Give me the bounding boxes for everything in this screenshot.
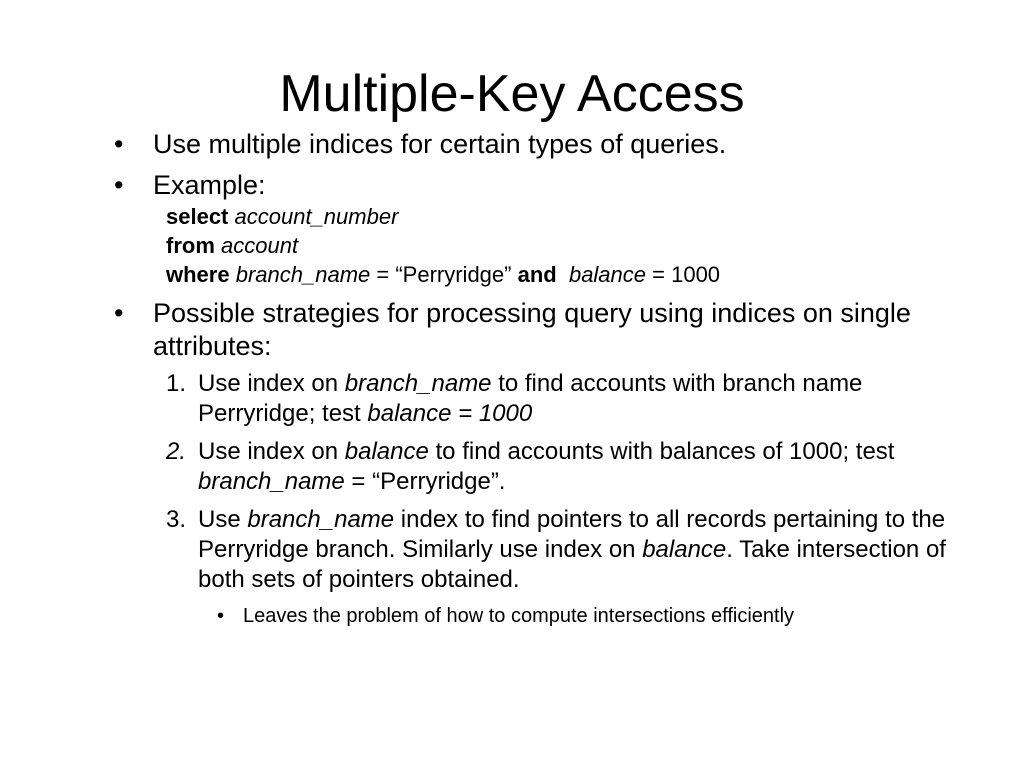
strategy-item-2	[110, 437, 970, 497]
strategy-text: Use index on balance to find accounts with balances of 1000; test branch_name = “Perryridge”.	[198, 438, 895, 495]
bullet-icon: •	[114, 129, 124, 159]
from-relation: account	[221, 233, 299, 258]
bullet-item	[110, 169, 970, 202]
bullet-text: Use multiple indices for certain types of queries.	[153, 129, 727, 159]
strategy-number: 3.	[166, 506, 187, 533]
where-keyword: where	[166, 262, 230, 287]
sub-bullet-text: Leaves the problem of how to compute intersections efficiently	[243, 605, 795, 627]
strategy-text: Use branch_name index to find pointers to all records pertaining to the Perryridge branch. Similarly use index on balance. Take intersection of both sets of pointers obtained.	[198, 506, 946, 593]
strategy-number: 2.	[166, 438, 187, 465]
where-attribute-branch: branch_name	[235, 262, 371, 287]
bullet-icon: •	[114, 298, 124, 328]
bullet-item	[110, 297, 970, 363]
slide-body	[110, 128, 970, 629]
bullet-text: Possible strategies for processing query using indices on single attributes:	[153, 298, 911, 361]
strategy-number: 1.	[166, 370, 187, 397]
bullet-icon: •	[114, 170, 124, 200]
query-select-line	[166, 202, 970, 231]
where-attribute-balance: balance	[568, 262, 647, 287]
slide-title: Multiple-Key Access	[279, 65, 745, 123]
where-condition-branch: = “Perryridge”	[370, 262, 518, 287]
where-condition-balance: = 1000	[646, 262, 721, 287]
select-attribute: account_number	[234, 204, 399, 229]
bullet-icon: •	[217, 605, 225, 627]
from-keyword: from	[166, 233, 215, 258]
query-from-line	[166, 231, 970, 260]
and-keyword: and	[517, 262, 557, 287]
select-keyword: select	[166, 204, 229, 229]
bullet-item	[110, 128, 970, 161]
sub-bullet-item	[110, 603, 970, 629]
query-where-line	[166, 260, 970, 289]
strategy-item-1	[110, 369, 970, 429]
bullet-text: Example:	[153, 170, 266, 200]
strategy-item-3	[110, 505, 970, 595]
strategy-text: Use index on branch_name to find accounts with branch name Perryridge; test balance = 1000	[198, 370, 863, 427]
strategy-list	[110, 369, 970, 595]
example-query	[110, 202, 970, 289]
